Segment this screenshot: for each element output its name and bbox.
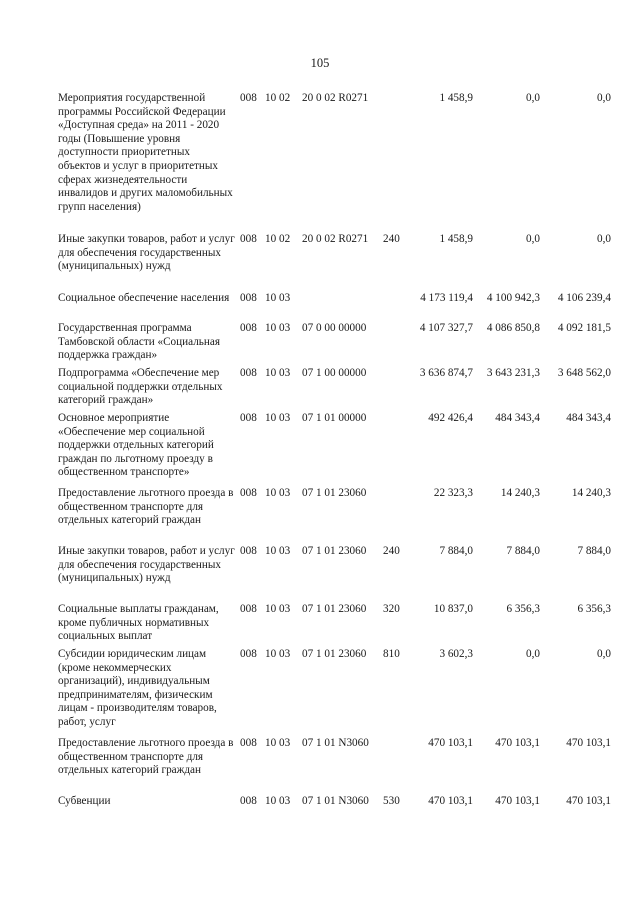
row-ministry-code: 008 (240, 322, 257, 334)
row-section-code: 10 03 (265, 795, 291, 807)
row-value-2: 7 884,0 (506, 545, 540, 557)
row-value-1: 3 636 874,7 (419, 367, 473, 379)
row-ministry-code: 008 (240, 487, 257, 499)
row-target-article: 07 0 00 00000 (302, 322, 367, 334)
row-ministry-code: 008 (240, 412, 257, 424)
row-value-2: 470 103,1 (495, 737, 540, 749)
row-name: Иные закупки товаров, работ и услуг для обеспечения государственных (муниципальных) нужд (58, 233, 235, 273)
row-value-2: 484 343,4 (495, 412, 540, 424)
row-value-1: 22 323,3 (433, 487, 473, 499)
row-name: Предоставление льготного проезда в общественном транспорте для отдельных категорий граждан (58, 737, 234, 777)
row-value-2: 4 100 942,3 (486, 292, 540, 304)
row-target-article: 07 1 01 23060 (302, 487, 367, 499)
row-value-1: 10 837,0 (433, 603, 473, 615)
row-name: Предоставление льготного проезда в общественном транспорте для отдельных категорий граждан (58, 487, 234, 527)
row-target-article: 07 1 01 00000 (302, 412, 367, 424)
row-ministry-code: 008 (240, 648, 257, 660)
row-ministry-code: 008 (240, 545, 257, 557)
row-section-code: 10 03 (265, 545, 291, 557)
row-value-1: 1 458,9 (439, 92, 473, 104)
row-value-3: 4 092 181,5 (557, 322, 611, 334)
row-value-3: 7 884,0 (577, 545, 611, 557)
row-target-article: 07 1 01 N3060 (302, 795, 369, 807)
row-ministry-code: 008 (240, 737, 257, 749)
row-target-article: 07 1 01 23060 (302, 603, 367, 615)
row-value-1: 4 107 327,7 (419, 322, 473, 334)
row-value-3: 470 103,1 (566, 737, 611, 749)
row-value-1: 7 884,0 (439, 545, 473, 557)
row-section-code: 10 02 (265, 92, 291, 104)
row-expense-type: 530 (383, 795, 400, 807)
row-target-article: 07 1 01 N3060 (302, 737, 369, 749)
row-value-3: 6 356,3 (577, 603, 611, 615)
row-name: Государственная программа Тамбовской области «Социальная поддержка граждан» (58, 322, 220, 362)
row-section-code: 10 03 (265, 292, 291, 304)
row-value-3: 470 103,1 (566, 795, 611, 807)
row-ministry-code: 008 (240, 367, 257, 379)
row-expense-type: 810 (383, 648, 400, 660)
row-value-3: 0,0 (597, 233, 611, 245)
row-section-code: 10 03 (265, 367, 291, 379)
row-value-1: 470 103,1 (428, 737, 473, 749)
row-name: Социальное обеспечение населения (58, 292, 230, 304)
row-name: Субсидии юридическим лицам (кроме некоммерческих организаций), индивидуальным предпринимателям, физическим лицам - производителям товаров, работ, услуг (58, 648, 217, 728)
page-number: 105 (310, 56, 330, 70)
row-expense-type: 240 (383, 545, 400, 557)
row-expense-type: 320 (383, 603, 400, 615)
row-value-3: 4 106 239,4 (557, 292, 611, 304)
row-value-1: 492 426,4 (428, 412, 473, 424)
row-name: Социальные выплаты гражданам, кроме публичных нормативных социальных выплат (58, 603, 219, 643)
row-value-3: 484 343,4 (566, 412, 611, 424)
row-target-article: 20 0 02 R0271 (302, 92, 369, 104)
row-target-article: 20 0 02 R0271 (302, 233, 369, 245)
row-ministry-code: 008 (240, 795, 257, 807)
row-value-3: 0,0 (597, 92, 611, 104)
row-target-article: 07 1 01 23060 (302, 648, 367, 660)
row-name: Субвенции (58, 795, 111, 807)
row-ministry-code: 008 (240, 292, 257, 304)
row-value-2: 0,0 (526, 648, 540, 660)
row-ministry-code: 008 (240, 603, 257, 615)
row-name: Основное мероприятие «Обеспечение мер социальной поддержки отдельных категорий граждан по льготному проезду в общественном транспорте» (58, 412, 214, 479)
row-value-2: 3 643 231,3 (486, 367, 540, 379)
row-value-1: 1 458,9 (439, 233, 473, 245)
row-value-3: 14 240,3 (571, 487, 611, 499)
row-value-3: 0,0 (597, 648, 611, 660)
row-section-code: 10 02 (265, 233, 291, 245)
row-value-2: 14 240,3 (500, 487, 540, 499)
row-expense-type: 240 (383, 233, 400, 245)
row-value-2: 4 086 850,8 (486, 322, 540, 334)
row-target-article: 07 1 01 23060 (302, 545, 367, 557)
row-value-2: 0,0 (526, 233, 540, 245)
row-value-1: 4 173 119,4 (420, 292, 473, 304)
row-value-2: 6 356,3 (506, 603, 540, 615)
row-ministry-code: 008 (240, 92, 257, 104)
row-name: Подпрограмма «Обеспечение мер социальной поддержки отдельных категорий граждан» (58, 367, 223, 407)
row-name: Мероприятия государственной программы Российской Федерации «Доступная среда» на 2011 - 2020 годы (Повышение уровня доступности приоритетных объектов и услуг в приоритетных сферах жизнедеятельности инвалидов и других маломобильных групп населения) (58, 92, 233, 213)
row-value-2: 470 103,1 (495, 795, 540, 807)
row-value-1: 3 602,3 (439, 648, 473, 660)
row-name: Иные закупки товаров, работ и услуг для обеспечения государственных (муниципальных) нужд (58, 545, 235, 585)
row-target-article: 07 1 00 00000 (302, 367, 367, 379)
row-value-2: 0,0 (526, 92, 540, 104)
row-section-code: 10 03 (265, 603, 291, 615)
row-section-code: 10 03 (265, 487, 291, 499)
row-value-1: 470 103,1 (428, 795, 473, 807)
row-section-code: 10 03 (265, 737, 291, 749)
row-section-code: 10 03 (265, 648, 291, 660)
row-section-code: 10 03 (265, 412, 291, 424)
row-ministry-code: 008 (240, 233, 257, 245)
row-value-3: 3 648 562,0 (557, 367, 611, 379)
row-section-code: 10 03 (265, 322, 291, 334)
